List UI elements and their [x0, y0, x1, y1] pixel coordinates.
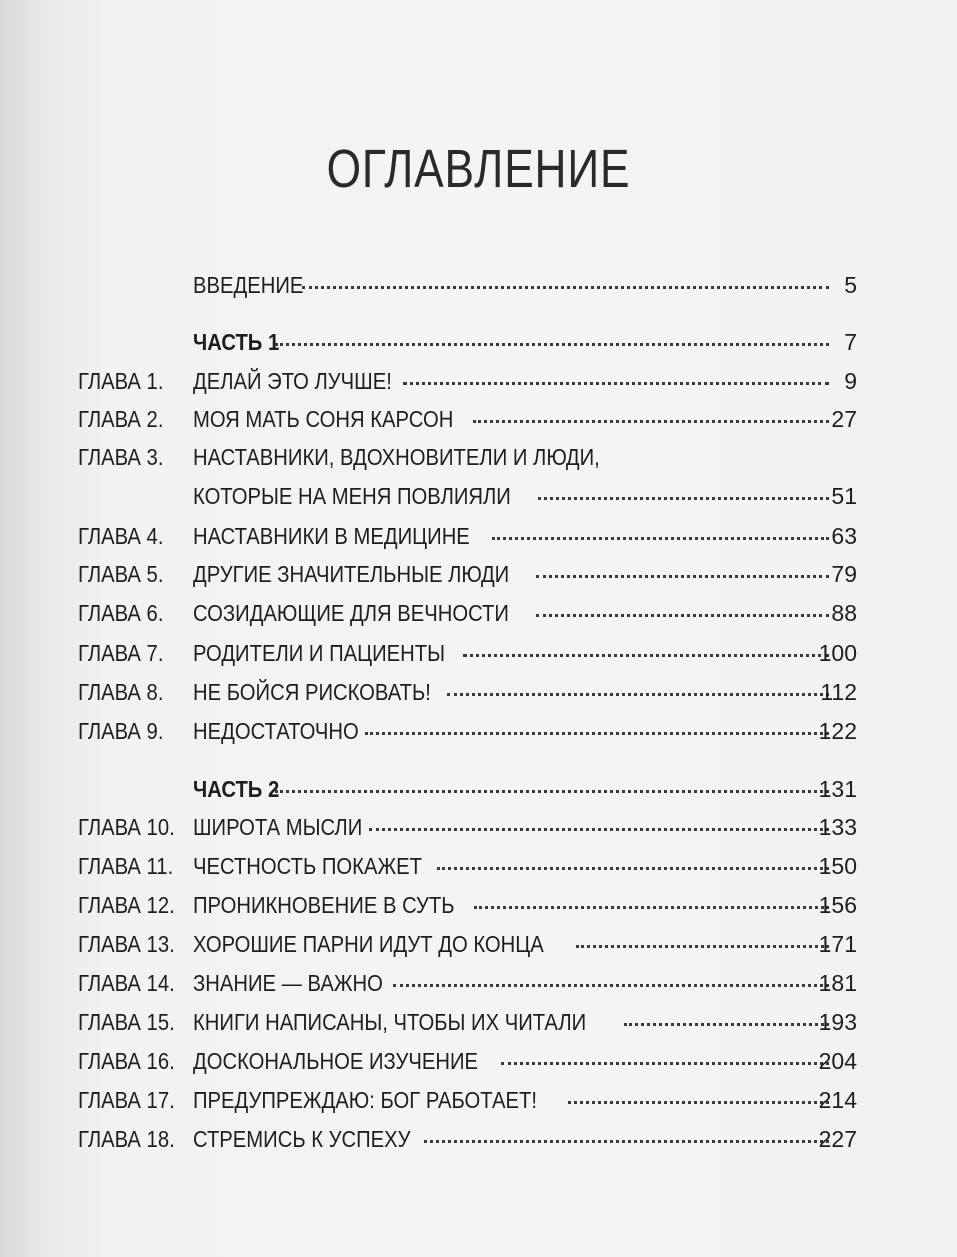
- page-number: 112: [820, 679, 857, 705]
- entry-title: ДРУГИЕ ЗНАЧИТЕЛЬНЫЕ ЛЮДИ: [193, 561, 510, 587]
- entry-line: [193, 966, 829, 1000]
- entry-title: ВВЕДЕНИЕ: [193, 272, 304, 298]
- page-number: 27: [831, 406, 857, 432]
- dot-leader: [474, 902, 829, 909]
- toc-entry: [0, 772, 957, 806]
- entry-title: КНИГИ НАПИСАНЫ, ЧТОБЫ ИХ ЧИТАЛИ: [193, 1009, 587, 1035]
- entry-line: [193, 927, 829, 961]
- entry-title: ДЕЛАЙ ЭТО ЛУЧШЕ!: [193, 368, 392, 394]
- page-number: 63: [831, 523, 857, 549]
- entry-line: [193, 268, 829, 302]
- entry-line: [193, 675, 829, 709]
- page-number: 51: [831, 483, 857, 509]
- page-number: 5: [844, 272, 857, 298]
- toc-entry: [0, 364, 957, 398]
- entry-title: ЗНАНИЕ — ВАЖНО: [193, 970, 383, 996]
- dot-leader: [424, 1136, 829, 1143]
- dot-leader: [492, 533, 829, 540]
- entry-line: [193, 636, 829, 670]
- entry-title: КОТОРЫЕ НА МЕНЯ ПОВЛИЯЛИ: [193, 483, 511, 509]
- dot-leader: [275, 339, 829, 346]
- dot-leader: [473, 416, 829, 423]
- entry-title: НАСТАВНИКИ В МЕДИЦИНЕ: [193, 523, 470, 549]
- toc-entry: [0, 268, 957, 302]
- entry-line: [193, 772, 829, 806]
- chapter-label: ГЛАВА 13.: [78, 931, 175, 957]
- entry-title: РОДИТЕЛИ И ПАЦИЕНТЫ: [193, 640, 446, 666]
- page-number: 171: [818, 931, 857, 957]
- toc-entry: [0, 810, 957, 844]
- toc-entry: [0, 849, 957, 883]
- page-number: 122: [818, 718, 857, 744]
- chapter-label: ГЛАВА 5.: [78, 561, 164, 587]
- page-number: 9: [844, 368, 857, 394]
- entry-line: [193, 1122, 829, 1156]
- chapter-label: ГЛАВА 12.: [78, 892, 175, 918]
- chapter-label: ГЛАВА 9.: [78, 718, 164, 744]
- page-number: 131: [818, 776, 857, 802]
- entry-title: ДОСКОНАЛЬНОЕ ИЗУЧЕНИЕ: [193, 1048, 479, 1074]
- toc-entry: [0, 1122, 957, 1156]
- entry-line: [193, 519, 829, 553]
- entry-title: ПРЕДУПРЕЖДАЮ: БОГ РАБОТАЕТ!: [193, 1087, 537, 1113]
- dot-leader: [463, 650, 829, 657]
- chapter-label: ГЛАВА 16.: [78, 1048, 175, 1074]
- dot-leader: [302, 282, 829, 289]
- dot-leader: [403, 378, 829, 385]
- entry-title: МОЯ МАТЬ СОНЯ КАРСОН: [193, 406, 454, 432]
- dot-leader: [536, 610, 829, 617]
- chapter-label: ГЛАВА 18.: [78, 1126, 175, 1152]
- chapter-label: ГЛАВА 14.: [78, 970, 175, 996]
- dot-leader: [365, 728, 829, 735]
- entry-title: ПРОНИКНОВЕНИЕ В СУТЬ: [193, 892, 455, 918]
- toc-entry: [0, 440, 957, 474]
- page-number: 156: [818, 892, 857, 918]
- entry-title: ЧАСТЬ 2: [193, 776, 280, 802]
- toc-entry: [0, 596, 957, 630]
- entry-line: [193, 364, 829, 398]
- entry-line: [193, 1083, 829, 1117]
- dot-leader: [536, 571, 829, 578]
- toc-entry: [0, 927, 957, 961]
- page-number: 150: [818, 853, 857, 879]
- toc-entry: [0, 675, 957, 709]
- entry-line: [193, 888, 829, 922]
- entry-title: ЧЕСТНОСТЬ ПОКАЖЕТ: [193, 853, 423, 879]
- page-number: 133: [818, 814, 857, 840]
- page-number: 100: [818, 640, 857, 666]
- entry-title: НЕДОСТАТОЧНО: [193, 718, 359, 744]
- page-number: 214: [818, 1087, 857, 1113]
- chapter-label: ГЛАВА 7.: [78, 640, 164, 666]
- entry-title: СТРЕМИСЬ К УСПЕХУ: [193, 1126, 411, 1152]
- entry-line: [193, 810, 829, 844]
- entry-line: [193, 557, 829, 591]
- toc-entry: [0, 557, 957, 591]
- entry-title: НЕ БОЙСЯ РИСКОВАТЬ!: [193, 679, 431, 705]
- entry-title: СОЗИДАЮЩИЕ ДЛЯ ВЕЧНОСТИ: [193, 600, 509, 626]
- dot-leader: [538, 493, 829, 500]
- page-number: 193: [818, 1009, 857, 1035]
- chapter-label: ГЛАВА 15.: [78, 1009, 175, 1035]
- toc-entry: [0, 519, 957, 553]
- entry-title: ШИРОТА МЫСЛИ: [193, 814, 363, 840]
- dot-leader: [639, 457, 829, 461]
- page-number: 204: [818, 1048, 857, 1074]
- chapter-label: ГЛАВА 11.: [78, 853, 174, 879]
- entry-line: [193, 479, 829, 513]
- toc-entry: [0, 636, 957, 670]
- toc-entry: [0, 1083, 957, 1117]
- chapter-label: ГЛАВА 3.: [78, 444, 164, 470]
- chapter-label: ГЛАВА 8.: [78, 679, 164, 705]
- toc-entry: [0, 714, 957, 748]
- toc-entry: [0, 402, 957, 436]
- entry-line: [193, 1044, 829, 1078]
- entry-line: [193, 440, 829, 474]
- dot-leader: [576, 941, 829, 948]
- dot-leader: [437, 863, 829, 870]
- entry-title: НАСТАВНИКИ, ВДОХНОВИТЕЛИ И ЛЮДИ,: [193, 444, 600, 470]
- chapter-label: ГЛАВА 2.: [78, 406, 164, 432]
- page-number: 227: [818, 1126, 857, 1152]
- toc-entry: [0, 1005, 957, 1039]
- dot-leader: [624, 1019, 829, 1026]
- entry-line: [193, 849, 829, 883]
- dot-leader: [393, 980, 829, 987]
- entry-line: [193, 714, 829, 748]
- chapter-label: ГЛАВА 10.: [78, 814, 175, 840]
- page-title: ОГЛАВЛЕНИЕ: [326, 139, 631, 199]
- chapter-label: ГЛАВА 6.: [78, 600, 164, 626]
- toc-entry: [0, 888, 957, 922]
- page-number: 181: [818, 970, 857, 996]
- entry-title: ХОРОШИЕ ПАРНИ ИДУТ ДО КОНЦА: [193, 931, 544, 957]
- dot-leader: [369, 824, 829, 831]
- toc-entry: [0, 325, 957, 359]
- dot-leader: [501, 1058, 829, 1065]
- page-number: 7: [844, 329, 857, 355]
- dot-leader: [447, 689, 829, 696]
- page-number: 88: [831, 600, 857, 626]
- dot-leader: [275, 786, 829, 793]
- toc-entry: [0, 966, 957, 1000]
- entry-line: [193, 325, 829, 359]
- entry-line: [193, 596, 829, 630]
- dot-leader: [568, 1097, 829, 1104]
- entry-line: [193, 402, 829, 436]
- entry-title: ЧАСТЬ 1: [193, 329, 280, 355]
- chapter-label: ГЛАВА 4.: [78, 523, 164, 549]
- entry-line: [193, 1005, 829, 1039]
- chapter-label: ГЛАВА 17.: [78, 1087, 175, 1113]
- chapter-label: ГЛАВА 1.: [78, 368, 164, 394]
- page-number: 79: [831, 561, 857, 587]
- toc-entry: [0, 1044, 957, 1078]
- toc-entry: [0, 479, 957, 513]
